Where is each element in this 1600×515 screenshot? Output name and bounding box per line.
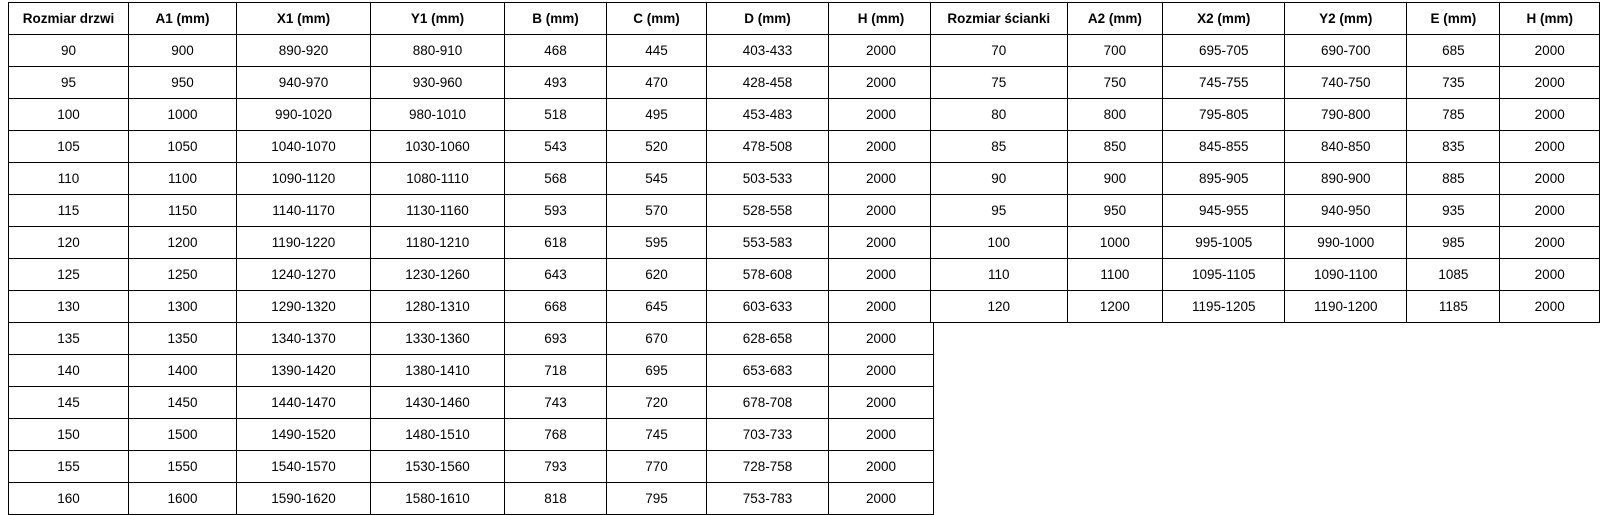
table-cell: 70 [931,35,1068,67]
table-cell: 785 [1407,99,1500,131]
walls-table-header [931,3,1600,35]
table-cell: 2000 [1500,291,1600,323]
doors-column-header: C (mm) [607,3,707,35]
table-cell: 895-905 [1163,163,1285,195]
table-cell: 845-855 [1163,131,1285,163]
table-cell: 1440-1470 [237,387,371,419]
table-cell: 1040-1070 [237,131,371,163]
table-cell: 1195-1205 [1163,291,1285,323]
table-cell: 135 [9,323,129,355]
table-cell: 685 [1407,35,1500,67]
table-cell: 100 [9,99,129,131]
table-row [931,163,1600,195]
walls-column-header: X2 (mm) [1163,3,1285,35]
table-cell: 950 [129,67,237,99]
table-row [9,227,934,259]
table-cell: 445 [607,35,707,67]
table-cell: 80 [931,99,1068,131]
table-cell: 568 [505,163,607,195]
table-cell: 980-1010 [371,99,505,131]
table-cell: 693 [505,323,607,355]
table-cell: 160 [9,483,129,515]
table-cell: 2000 [1500,35,1600,67]
table-cell: 1190-1220 [237,227,371,259]
table-cell: 2000 [829,323,934,355]
table-cell: 2000 [829,291,934,323]
table-cell: 850 [1067,131,1163,163]
table-cell: 553-583 [707,227,829,259]
walls-column-header: E (mm) [1407,3,1500,35]
table-cell: 940-950 [1285,195,1407,227]
table-cell: 2000 [1500,195,1600,227]
table-cell: 670 [607,323,707,355]
table-cell: 1140-1170 [237,195,371,227]
table-cell: 695-705 [1163,35,1285,67]
table-cell: 428-458 [707,67,829,99]
table-cell: 125 [9,259,129,291]
table-cell: 1180-1210 [371,227,505,259]
table-cell: 1185 [1407,291,1500,323]
table-row [931,227,1600,259]
table-cell: 2000 [829,483,934,515]
table-cell: 2000 [1500,227,1600,259]
table-cell: 1380-1410 [371,355,505,387]
table-header-row [9,3,934,35]
table-row [9,99,934,131]
table-cell: 2000 [829,419,934,451]
table-cell: 2000 [829,195,934,227]
table-cell: 1280-1310 [371,291,505,323]
doors-dimensions-table [8,2,934,515]
table-cell: 695 [607,355,707,387]
table-cell: 795 [607,483,707,515]
table-cell: 503-533 [707,163,829,195]
table-cell: 840-850 [1285,131,1407,163]
table-cell: 2000 [829,387,934,419]
table-cell: 1230-1260 [371,259,505,291]
table-row [931,291,1600,323]
table-cell: 835 [1407,131,1500,163]
table-cell: 90 [9,35,129,67]
table-cell: 1590-1620 [237,483,371,515]
table-cell: 528-558 [707,195,829,227]
table-cell: 403-433 [707,35,829,67]
table-cell: 120 [931,291,1068,323]
table-cell: 1340-1370 [237,323,371,355]
table-cell: 85 [931,131,1068,163]
table-cell: 2000 [1500,99,1600,131]
table-row [9,259,934,291]
table-row [9,291,934,323]
table-cell: 545 [607,163,707,195]
table-cell: 930-960 [371,67,505,99]
table-cell: 668 [505,291,607,323]
doors-column-header: D (mm) [707,3,829,35]
table-row [9,163,934,195]
table-cell: 900 [1067,163,1163,195]
walls-table-body [931,35,1600,323]
table-cell: 1390-1420 [237,355,371,387]
doors-column-header: X1 (mm) [237,3,371,35]
table-cell: 2000 [829,227,934,259]
table-cell: 2000 [829,131,934,163]
table-cell: 578-608 [707,259,829,291]
table-cell: 1190-1200 [1285,291,1407,323]
table-cell: 1290-1320 [237,291,371,323]
table-row [931,35,1600,67]
table-cell: 1100 [1067,259,1163,291]
table-cell: 110 [931,259,1068,291]
doors-table-body [9,35,934,515]
table-row [9,355,934,387]
table-row [9,323,934,355]
table-row [931,131,1600,163]
table-cell: 1150 [129,195,237,227]
table-cell: 105 [9,131,129,163]
table-cell: 453-483 [707,99,829,131]
table-cell: 745-755 [1163,67,1285,99]
table-cell: 570 [607,195,707,227]
table-cell: 1580-1610 [371,483,505,515]
walls-column-header: A2 (mm) [1067,3,1163,35]
table-cell: 1095-1105 [1163,259,1285,291]
table-cell: 985 [1407,227,1500,259]
table-cell: 1200 [1067,291,1163,323]
table-cell: 768 [505,419,607,451]
table-cell: 1240-1270 [237,259,371,291]
table-cell: 155 [9,451,129,483]
table-cell: 1400 [129,355,237,387]
table-cell: 720 [607,387,707,419]
table-cell: 950 [1067,195,1163,227]
table-row [931,195,1600,227]
table-cell: 95 [931,195,1068,227]
table-cell: 885 [1407,163,1500,195]
table-cell: 1430-1460 [371,387,505,419]
table-cell: 753-783 [707,483,829,515]
table-cell: 543 [505,131,607,163]
table-cell: 493 [505,67,607,99]
table-cell: 1540-1570 [237,451,371,483]
table-cell: 2000 [829,99,934,131]
table-cell: 790-800 [1285,99,1407,131]
doors-column-header: Rozmiar drzwi [9,3,129,35]
table-cell: 743 [505,387,607,419]
doors-table-header [9,3,934,35]
table-cell: 1050 [129,131,237,163]
table-cell: 990-1020 [237,99,371,131]
table-cell: 1250 [129,259,237,291]
doors-dimensions-table-container [8,2,934,515]
table-cell: 130 [9,291,129,323]
table-cell: 940-970 [237,67,371,99]
table-cell: 700 [1067,35,1163,67]
table-cell: 95 [9,67,129,99]
table-cell: 1000 [129,99,237,131]
table-cell: 890-920 [237,35,371,67]
table-cell: 2000 [829,35,934,67]
table-cell: 690-700 [1285,35,1407,67]
table-cell: 2000 [1500,259,1600,291]
table-cell: 618 [505,227,607,259]
table-cell: 75 [931,67,1068,99]
table-cell: 2000 [1500,131,1600,163]
table-cell: 990-1000 [1285,227,1407,259]
table-cell: 740-750 [1285,67,1407,99]
table-cell: 1000 [1067,227,1163,259]
table-cell: 1450 [129,387,237,419]
table-cell: 1100 [129,163,237,195]
table-cell: 770 [607,451,707,483]
table-cell: 2000 [1500,163,1600,195]
walls-dimensions-table-container [930,2,1600,323]
table-cell: 1300 [129,291,237,323]
table-cell: 518 [505,99,607,131]
table-cell: 995-1005 [1163,227,1285,259]
table-cell: 1530-1560 [371,451,505,483]
table-cell: 603-633 [707,291,829,323]
table-cell: 945-955 [1163,195,1285,227]
table-cell: 110 [9,163,129,195]
table-cell: 495 [607,99,707,131]
table-cell: 2000 [829,355,934,387]
table-cell: 90 [931,163,1068,195]
table-cell: 935 [1407,195,1500,227]
table-cell: 2000 [829,451,934,483]
doors-column-header: Y1 (mm) [371,3,505,35]
table-cell: 2000 [829,67,934,99]
table-cell: 793 [505,451,607,483]
table-cell: 643 [505,259,607,291]
table-row [9,195,934,227]
doors-column-header: H (mm) [829,3,934,35]
table-cell: 2000 [1500,67,1600,99]
table-cell: 735 [1407,67,1500,99]
table-cell: 468 [505,35,607,67]
table-cell: 620 [607,259,707,291]
table-cell: 470 [607,67,707,99]
table-cell: 2000 [829,163,934,195]
walls-column-header: H (mm) [1500,3,1600,35]
table-cell: 1090-1120 [237,163,371,195]
table-row [9,387,934,419]
table-row [931,99,1600,131]
table-cell: 150 [9,419,129,451]
walls-column-header: Rozmiar ścianki [931,3,1068,35]
table-cell: 718 [505,355,607,387]
table-cell: 1500 [129,419,237,451]
table-cell: 728-758 [707,451,829,483]
walls-column-header: Y2 (mm) [1285,3,1407,35]
table-cell: 645 [607,291,707,323]
table-row [9,131,934,163]
table-cell: 115 [9,195,129,227]
table-cell: 1200 [129,227,237,259]
table-cell: 1030-1060 [371,131,505,163]
table-cell: 520 [607,131,707,163]
table-row [9,419,934,451]
table-cell: 1350 [129,323,237,355]
table-cell: 890-900 [1285,163,1407,195]
table-cell: 703-733 [707,419,829,451]
table-cell: 1600 [129,483,237,515]
table-cell: 140 [9,355,129,387]
table-cell: 478-508 [707,131,829,163]
table-cell: 593 [505,195,607,227]
table-cell: 750 [1067,67,1163,99]
table-cell: 2000 [829,259,934,291]
table-cell: 120 [9,227,129,259]
table-cell: 595 [607,227,707,259]
doors-column-header: A1 (mm) [129,3,237,35]
table-cell: 1490-1520 [237,419,371,451]
table-cell: 1080-1110 [371,163,505,195]
table-cell: 1480-1510 [371,419,505,451]
table-cell: 795-805 [1163,99,1285,131]
table-cell: 818 [505,483,607,515]
table-cell: 653-683 [707,355,829,387]
table-row [931,67,1600,99]
table-cell: 880-910 [371,35,505,67]
table-row [931,259,1600,291]
table-row [9,67,934,99]
table-cell: 100 [931,227,1068,259]
table-cell: 678-708 [707,387,829,419]
table-cell: 1130-1160 [371,195,505,227]
table-row [9,451,934,483]
table-cell: 145 [9,387,129,419]
walls-dimensions-table [930,2,1600,323]
table-cell: 900 [129,35,237,67]
table-cell: 1330-1360 [371,323,505,355]
table-cell: 1090-1100 [1285,259,1407,291]
table-header-row [931,3,1600,35]
table-row [9,483,934,515]
table-cell: 745 [607,419,707,451]
table-cell: 1085 [1407,259,1500,291]
table-row [9,35,934,67]
table-cell: 1550 [129,451,237,483]
doors-column-header: B (mm) [505,3,607,35]
table-cell: 628-658 [707,323,829,355]
table-cell: 800 [1067,99,1163,131]
